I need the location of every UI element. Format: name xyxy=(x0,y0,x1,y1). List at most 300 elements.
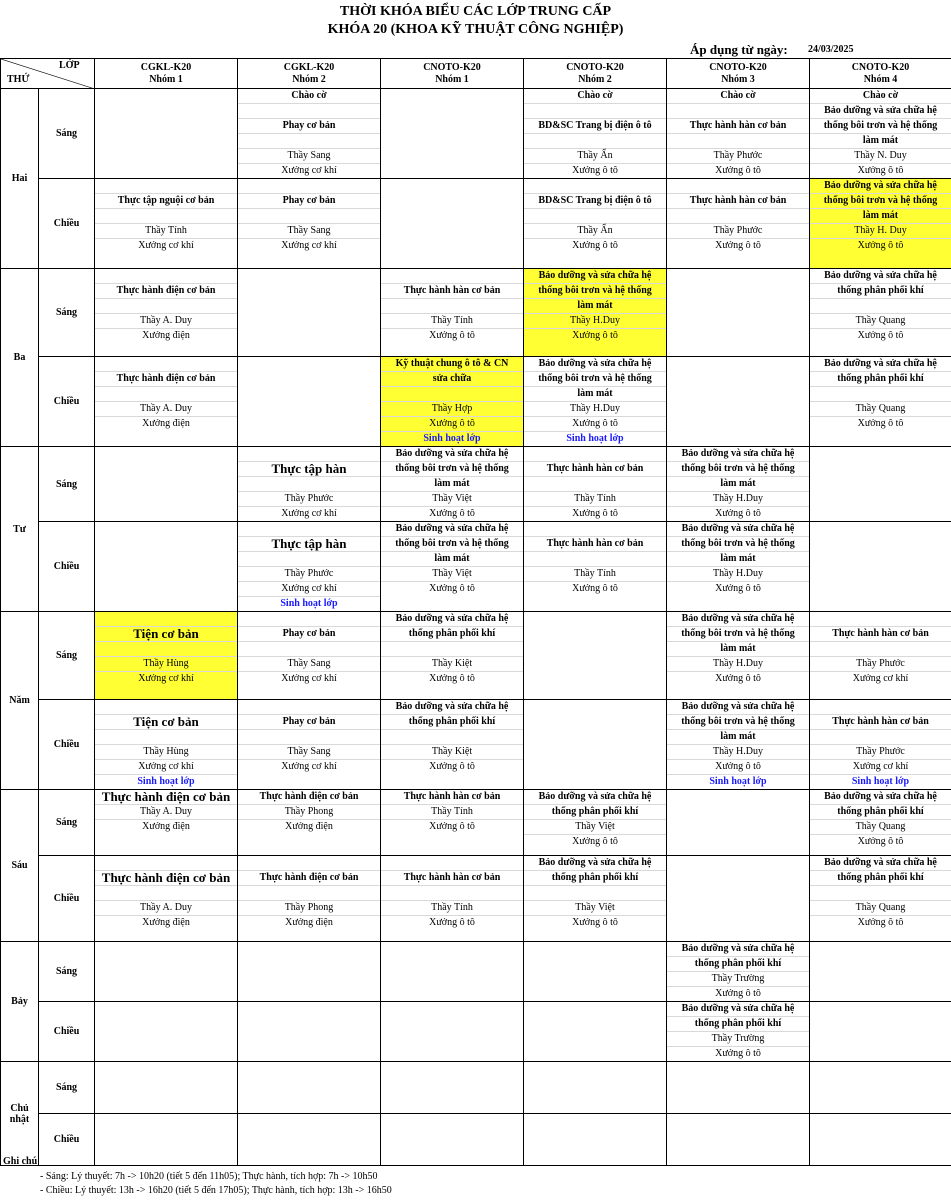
schedule-cell xyxy=(524,179,667,269)
cell-line xyxy=(238,447,380,462)
cell-line xyxy=(95,700,237,715)
schedule-cell xyxy=(524,1002,667,1062)
cell-line: làm mát xyxy=(667,552,809,567)
cell-line: thống phân phối khí xyxy=(381,627,523,642)
cell-line: Xưởng cơ khí xyxy=(138,673,194,684)
session-label: Chiều xyxy=(39,179,95,269)
cell-line: Xưởng ô tô xyxy=(667,760,809,775)
class-code: CGKL-K20 xyxy=(140,61,192,73)
session-label: Chiều xyxy=(39,700,95,790)
cell-line xyxy=(810,299,951,314)
cell-line: Thầy Phước xyxy=(238,492,380,507)
schedule-cell xyxy=(238,447,381,522)
day-label: Bảy xyxy=(1,942,39,1062)
cell-line: Thầy Phước xyxy=(810,657,951,672)
schedule-cell xyxy=(810,179,951,269)
cell-line: Bảo dưỡng và sửa chữa hệ xyxy=(667,1002,809,1017)
cell-line: Thực hành điện cơ bản xyxy=(95,372,237,387)
cell-line: làm mát xyxy=(810,134,951,149)
schedule-cell xyxy=(810,790,951,856)
cell-line: Thầy H.Duy xyxy=(667,657,809,672)
schedule-cell xyxy=(667,357,810,447)
page-title: THỜI KHÓA BIỂU CÁC LỚP TRUNG CẤP xyxy=(339,4,612,19)
cell-line: Thầy A. Duy xyxy=(95,805,237,820)
cell-line: Xưởng ô tô xyxy=(572,508,618,519)
cell-line xyxy=(238,209,380,224)
cell-line: Xưởng ô tô xyxy=(715,988,761,999)
cell-line xyxy=(810,700,951,715)
session-row xyxy=(1,357,951,447)
cell-line xyxy=(381,299,523,314)
cell-line xyxy=(95,209,237,224)
cell-line: Thầy H.Duy xyxy=(524,402,666,417)
schedule-cell xyxy=(524,269,667,357)
cell-line: Thầy Phong xyxy=(238,805,380,820)
cell-line: làm mát xyxy=(381,552,523,567)
schedule-cell xyxy=(238,1114,381,1166)
schedule-cell xyxy=(667,447,810,522)
cell-line: thống phân phối khí xyxy=(667,1017,809,1032)
class-group: Nhóm 3 xyxy=(721,73,755,85)
cell-line: Xưởng ô tô xyxy=(715,165,761,176)
cell-line: Bảo dưỡng và sửa chữa hệ xyxy=(667,942,809,957)
class-code: CNOTO-K20 xyxy=(851,61,910,73)
cell-line: Xưởng ô tô xyxy=(715,508,761,519)
session-row xyxy=(1,89,951,179)
session-row xyxy=(1,942,951,1002)
schedule-cell xyxy=(238,179,381,269)
cell-line: Xưởng ô tô xyxy=(715,673,761,684)
session-label: Sáng xyxy=(39,269,95,357)
cell-line: làm mát xyxy=(667,642,809,657)
cell-line: Xưởng ô tô xyxy=(572,917,618,928)
cell-line: làm mát xyxy=(524,299,666,314)
schedule-cell xyxy=(810,269,951,357)
schedule-cell xyxy=(381,856,524,942)
cell-line: Thầy A. Duy xyxy=(95,901,237,916)
cell-line: Bảo dưỡng và sửa chữa hệ xyxy=(381,700,523,715)
cell-line xyxy=(238,700,380,715)
cell-line xyxy=(667,209,809,224)
cell-line: Xưởng ô tô xyxy=(429,673,475,684)
session-row xyxy=(1,269,951,357)
session-label: Chiều xyxy=(39,357,95,447)
cell-line: Phay cơ bản xyxy=(238,715,380,730)
cell-line xyxy=(667,179,809,194)
class-meeting-note: Sinh hoạt lớp xyxy=(280,598,338,609)
cell-line: Xưởng cơ khí xyxy=(810,760,951,775)
cell-line xyxy=(95,299,237,314)
cell-line: Chào cờ xyxy=(238,89,380,104)
cell-line: Xưởng ô tô xyxy=(857,917,904,928)
class-group: Nhóm 1 xyxy=(149,73,183,85)
cell-line: Phay cơ bản xyxy=(238,194,380,209)
schedule-cell xyxy=(238,1062,381,1114)
schedule-cell xyxy=(381,700,524,790)
schedule-cell xyxy=(238,856,381,942)
cell-line: Xưởng điện xyxy=(142,917,190,928)
cell-line: Bảo dưỡng và sửa chữa hệ xyxy=(667,522,809,537)
cell-line: BD&SC Trang bị điện ô tô xyxy=(524,119,666,134)
schedule-cell xyxy=(238,700,381,790)
cell-line: Xưởng cơ khí xyxy=(95,760,237,775)
schedule-cell xyxy=(667,700,810,790)
cell-line: BD&SC Trang bị điện ô tô xyxy=(524,194,666,209)
cell-line: Thực hành hàn cơ bản xyxy=(381,284,523,299)
cell-line xyxy=(524,552,666,567)
cell-line: Xưởng ô tô xyxy=(857,330,904,341)
cell-line: Xưởng ô tô xyxy=(429,821,475,832)
schedule-cell xyxy=(524,700,667,790)
session-label: Sáng xyxy=(39,790,95,856)
class-group: Nhóm 1 xyxy=(435,73,469,85)
cell-line xyxy=(95,612,237,627)
cell-line xyxy=(810,730,951,745)
schedule-cell xyxy=(667,612,810,700)
schedule-cell xyxy=(381,612,524,700)
cell-line xyxy=(381,886,523,901)
cell-line: Thầy Quang xyxy=(810,901,951,916)
schedule-cell xyxy=(810,1062,951,1114)
cell-line: Bảo dưỡng và sửa chữa hệ xyxy=(810,179,951,194)
cell-line: Thực hành hàn cơ bản xyxy=(524,537,666,552)
schedule-cell xyxy=(381,269,524,357)
cell-line: Bảo dưỡng và sửa chữa hệ xyxy=(667,700,809,715)
cell-line: Xưởng ô tô xyxy=(429,761,475,772)
cell-line: Bảo dưỡng và sửa chữa hệ xyxy=(381,447,523,462)
schedule-cell xyxy=(381,522,524,612)
schedule-cell xyxy=(524,357,667,447)
cell-line: Xưởng ô tô xyxy=(857,165,904,176)
cell-line: Thầy Ẩn xyxy=(524,224,666,239)
cell-line: Thực hành hàn cơ bản xyxy=(810,627,951,642)
schedule-cell xyxy=(95,790,238,856)
apply-date-value: 24/03/2025 xyxy=(808,44,854,55)
cell-line: Thầy Sang xyxy=(238,745,380,760)
cell-line: Thầy H.Duy xyxy=(524,314,666,329)
cell-line: làm mát xyxy=(667,730,809,745)
cell-line xyxy=(524,886,666,901)
cell-line xyxy=(238,886,380,901)
cell-line xyxy=(95,730,237,745)
cell-line: Thầy Tính xyxy=(524,492,666,507)
cell-line: Xưởng ô tô xyxy=(857,240,904,251)
header-class xyxy=(95,59,238,89)
cell-line xyxy=(238,134,380,149)
header-thu: THỨ xyxy=(7,74,30,85)
cell-line xyxy=(810,612,951,627)
day-label: Hai xyxy=(1,89,39,269)
cell-line xyxy=(238,552,380,567)
cell-line xyxy=(95,387,237,402)
cell-line: Chào cờ xyxy=(524,89,666,104)
cell-line: thống phân phối khí xyxy=(667,957,809,972)
schedule-cell xyxy=(95,357,238,447)
class-meeting-note: Sinh hoạt lớp xyxy=(137,776,195,787)
cell-line: Thực tập hàn xyxy=(238,462,380,477)
cell-line xyxy=(524,447,666,462)
cell-line: Tiện cơ bản xyxy=(95,627,237,642)
cell-line xyxy=(810,886,951,901)
cell-line: Xưởng ô tô xyxy=(715,1048,761,1059)
schedule-cell xyxy=(810,357,951,447)
cell-line: Xưởng cơ khí xyxy=(281,508,337,519)
cell-line: thống phân phối khí xyxy=(810,805,951,820)
cell-line: Thầy Việt xyxy=(381,492,523,507)
cell-line xyxy=(810,387,951,402)
cell-line: Thực hành hàn cơ bản xyxy=(524,462,666,477)
header-class xyxy=(381,59,524,89)
header-class xyxy=(238,59,381,89)
cell-line: Thầy Hùng xyxy=(95,745,237,760)
cell-line: Xưởng cơ khí xyxy=(852,673,909,684)
cell-line: Thầy Việt xyxy=(524,820,666,835)
schedule-cell xyxy=(95,700,238,790)
cell-line: Xưởng ô tô xyxy=(572,165,618,176)
cell-line: Thầy Trường xyxy=(667,1032,809,1047)
schedule-cell xyxy=(238,357,381,447)
cell-line: Thực hành điện cơ bản xyxy=(238,871,380,886)
cell-line: Bảo dưỡng và sửa chữa hệ xyxy=(810,269,951,284)
class-meeting-note: Sinh hoạt lớp xyxy=(709,776,767,787)
session-label: Sáng xyxy=(39,1062,95,1114)
apply-row xyxy=(0,42,951,58)
cell-line: Thầy H.Duy xyxy=(667,567,809,582)
notes-morning: - Sáng: Lý thuyết: 7h -> 10h20 (tiết 5 đến 11h05); Thực hành, tích hợp: 7h -> 10h50 xyxy=(40,1171,378,1182)
cell-line: thống phân phối khí xyxy=(524,871,666,886)
cell-line: Thầy Tính xyxy=(381,805,523,820)
schedule-cell xyxy=(667,1002,810,1062)
cell-line: Thực hành hàn cơ bản xyxy=(381,871,523,886)
cell-line: Bảo dưỡng và sửa chữa hệ xyxy=(810,856,951,871)
cell-line: Thầy H. Duy xyxy=(810,224,951,239)
cell-line xyxy=(381,856,523,871)
class-group: Nhóm 4 xyxy=(863,73,898,85)
session-label: Chiều xyxy=(39,1114,95,1166)
cell-line xyxy=(381,730,523,745)
schedule-cell xyxy=(238,942,381,1002)
cell-line: Xưởng cơ khí xyxy=(281,240,337,251)
schedule-cell xyxy=(381,447,524,522)
cell-line xyxy=(238,522,380,537)
schedule-cell xyxy=(95,89,238,179)
cell-line: Thầy Phước xyxy=(810,745,951,760)
header-class xyxy=(667,59,810,89)
session-row xyxy=(1,1062,951,1114)
cell-line: thống phân phối khí xyxy=(810,284,951,299)
schedule-cell xyxy=(667,1062,810,1114)
session-label: Sáng xyxy=(39,612,95,700)
schedule-cell xyxy=(95,1062,238,1114)
cell-line: Thầy H.Duy xyxy=(667,745,809,760)
header-class xyxy=(524,59,667,89)
cell-line: Thầy H.Duy xyxy=(667,492,809,507)
cell-line: Thầy Kiệt xyxy=(381,745,523,760)
cell-line: thống bôi trơn và hệ thống xyxy=(381,537,523,552)
header-lop: LỚP xyxy=(59,60,80,71)
cell-line: Xưởng cơ khí xyxy=(138,240,194,251)
day-label: Chủ nhật xyxy=(1,1062,39,1166)
cell-line: Xưởng điện xyxy=(142,330,190,341)
cell-line: Thầy Hùng xyxy=(95,657,237,672)
cell-line: Thầy Tính xyxy=(95,224,237,239)
cell-line: Xưởng cơ khí xyxy=(281,165,337,176)
schedule-cell xyxy=(381,790,524,856)
schedule-cell xyxy=(381,1062,524,1114)
cell-line: Xưởng cơ khí xyxy=(238,582,380,597)
cell-line: thống phân phối khí xyxy=(524,805,666,820)
cell-line: thống bôi trơn và hệ thống xyxy=(524,284,666,299)
schedule-cell xyxy=(381,89,524,179)
cell-line: Thầy N. Duy xyxy=(810,149,951,164)
cell-line: Xưởng ô tô xyxy=(572,330,618,341)
cell-line: Thầy Hợp xyxy=(381,402,523,417)
cell-line: thống bôi trơn và hệ thống xyxy=(667,715,809,730)
cell-line: Xưởng ô tô xyxy=(857,418,904,429)
schedule-cell xyxy=(810,522,951,612)
header-row xyxy=(1,59,951,89)
cell-line: Bảo dưỡng và sửa chữa hệ xyxy=(524,790,666,805)
cell-line xyxy=(524,477,666,492)
cell-line: Bảo dưỡng và sửa chữa hệ xyxy=(524,269,666,284)
cell-line: thống phân phối khí xyxy=(810,871,951,886)
cell-line: Thực hành hàn cơ bản xyxy=(381,790,523,805)
day-label: Ba xyxy=(1,269,39,447)
session-label: Chiều xyxy=(39,856,95,942)
cell-line xyxy=(95,269,237,284)
cell-line: Bảo dưỡng và sửa chữa hệ xyxy=(524,357,666,372)
schedule-cell xyxy=(810,942,951,1002)
schedule-cell xyxy=(95,447,238,522)
cell-line: Bảo dưỡng và sửa chữa hệ xyxy=(524,856,666,871)
cell-line: thống bôi trơn và hệ thống xyxy=(524,372,666,387)
class-code: CNOTO-K20 xyxy=(423,61,481,73)
page-subtitle: KHÓA 20 (KHOA KỸ THUẬT CÔNG NGHIỆP) xyxy=(327,22,624,37)
cell-line: Thầy Việt xyxy=(524,901,666,916)
cell-line: Chào cờ xyxy=(667,89,809,104)
cell-line xyxy=(238,612,380,627)
cell-line: Thực hành điện cơ bản xyxy=(95,871,237,886)
cell-line: Thực hành điện cơ bản xyxy=(238,790,380,805)
session-label: Chiều xyxy=(39,522,95,612)
schedule-cell xyxy=(524,790,667,856)
cell-line: Thầy Tính xyxy=(381,314,523,329)
cell-line: Phay cơ bản xyxy=(238,627,380,642)
header-corner xyxy=(1,59,95,89)
schedule-cell xyxy=(810,1114,951,1166)
schedule-cell xyxy=(381,1114,524,1166)
session-row xyxy=(1,447,951,522)
schedule-cell xyxy=(667,522,810,612)
cell-line: Bảo dưỡng và sửa chữa hệ xyxy=(810,104,951,119)
cell-line: Xưởng cơ khí xyxy=(281,673,337,684)
cell-line: Phay cơ bản xyxy=(238,119,380,134)
class-code: CGKL-K20 xyxy=(283,61,335,73)
cell-line: làm mát xyxy=(667,477,809,492)
cell-line: Xưởng điện xyxy=(285,917,333,928)
schedule-cell xyxy=(95,612,238,700)
cell-line: Xưởng ô tô xyxy=(715,583,761,594)
cell-line xyxy=(95,642,237,657)
cell-line: Xưởng ô tô xyxy=(381,417,523,432)
class-code: CNOTO-K20 xyxy=(566,61,624,73)
session-row xyxy=(1,790,951,856)
schedule-cell xyxy=(95,522,238,612)
cell-line: Thầy Trường xyxy=(667,972,809,987)
cell-line xyxy=(524,134,666,149)
cell-line: Thầy A. Duy xyxy=(95,402,237,417)
schedule-cell xyxy=(381,357,524,447)
schedule-cell xyxy=(810,612,951,700)
schedule-cell xyxy=(810,89,951,179)
cell-line: thống phân phối khí xyxy=(810,372,951,387)
schedule-cell xyxy=(95,856,238,942)
cell-line: Xưởng ô tô xyxy=(572,836,618,847)
timetable xyxy=(0,58,951,1166)
cell-line xyxy=(238,477,380,492)
session-label: Chiều xyxy=(39,1002,95,1062)
cell-line: thống bôi trơn và hệ thống xyxy=(667,627,809,642)
session-label: Sáng xyxy=(39,89,95,179)
schedule-cell xyxy=(667,179,810,269)
notes-label: Ghi chú xyxy=(3,1156,38,1167)
cell-line xyxy=(95,179,237,194)
class-code: CNOTO-K20 xyxy=(709,61,767,73)
class-meeting-note: Sinh hoạt lớp xyxy=(566,433,624,444)
session-row xyxy=(1,1114,951,1166)
session-row xyxy=(1,522,951,612)
cell-line: Xưởng điện xyxy=(142,418,190,429)
schedule-cell xyxy=(524,1114,667,1166)
schedule-cell xyxy=(524,522,667,612)
schedule-cell xyxy=(381,1002,524,1062)
cell-line: Thầy Ẩn xyxy=(524,149,666,164)
cell-line: thống bôi trơn và hệ thống xyxy=(381,462,523,477)
cell-line xyxy=(524,179,666,194)
cell-line xyxy=(238,104,380,119)
schedule-cell xyxy=(95,942,238,1002)
schedule-cell xyxy=(238,612,381,700)
schedule-cell xyxy=(238,1002,381,1062)
cell-line xyxy=(238,179,380,194)
header-class xyxy=(810,59,951,89)
cell-line: Bảo dưỡng và sửa chữa hệ xyxy=(667,447,809,462)
day-label: Sáu xyxy=(1,790,39,942)
cell-line: Xưởng cơ khí xyxy=(281,761,337,772)
session-row xyxy=(1,856,951,942)
cell-line: Thực hành điện cơ bản xyxy=(95,284,237,299)
cell-line: Xưởng ô tô xyxy=(429,508,475,519)
cell-line xyxy=(238,730,380,745)
schedule-cell xyxy=(238,522,381,612)
schedule-cell xyxy=(667,269,810,357)
cell-line: Thầy A. Duy xyxy=(95,314,237,329)
cell-line: Thầy Quang xyxy=(810,402,951,417)
cell-line: Thầy Phong xyxy=(238,901,380,916)
cell-line: thống bôi trơn và hệ thống xyxy=(667,462,809,477)
cell-line: làm mát xyxy=(524,387,666,402)
session-row xyxy=(1,700,951,790)
schedule-cell xyxy=(524,89,667,179)
schedule-cell xyxy=(667,790,810,856)
schedule-cell xyxy=(524,1062,667,1114)
cell-line: Bảo dưỡng và sửa chữa hệ xyxy=(381,612,523,627)
cell-line: Xưởng điện xyxy=(142,821,190,832)
cell-line: Thầy Tính xyxy=(381,901,523,916)
cell-line: thống bôi trơn và hệ thống xyxy=(810,119,951,134)
cell-line: Chào cờ xyxy=(810,89,951,104)
apply-date-label: Áp dụng từ ngày: xyxy=(690,42,788,57)
